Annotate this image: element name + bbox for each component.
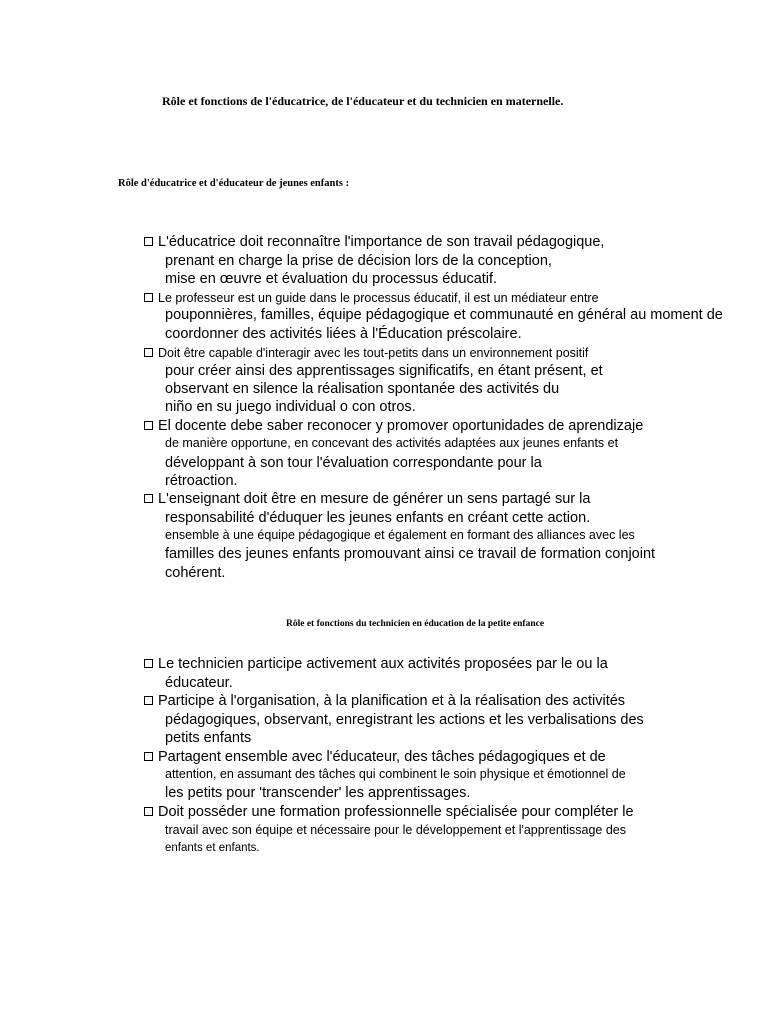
list-item: Partagent ensemble avec l'éducateur, des tâches pédagogiques et de [144,750,606,765]
list-item: Doit être capable d'interagir avec les tout-petits dans un environnement positif [144,347,588,360]
list-item-continuation: pouponnières, familles, équipe pédagogique et communauté en général au moment de [165,307,723,323]
checkbox-bullet-icon [144,659,153,668]
checkbox-bullet-icon [144,807,153,816]
list-item: Le technicien participe activement aux activités proposées par le ou la [144,657,608,672]
list-item: El docente debe saber reconocer y promover oportunidades de aprendizaje [144,419,643,434]
list-item-continuation: responsabilité d'éduquer les jeunes enfants en créant cette action. [165,510,591,526]
list-item-continuation: enfants et enfants. [165,842,260,854]
list-item-continuation: rétroaction. [165,473,238,489]
checkbox-bullet-icon [144,752,153,761]
list-item-continuation: petits enfants [165,730,252,746]
list-item-continuation: attention, en assumant des tâches qui combinent le soin physique et émotionnel de [165,767,626,781]
checkbox-bullet-icon [144,421,153,430]
section-title-technician: Rôle et fonctions du technicien en éducation de la petite enfance [286,619,545,629]
list-item-continuation: développant à son tour l'évaluation correspondante pour la [165,455,542,471]
list-item-continuation: pour créer ainsi des apprentissages significatifs, en étant présent, et [165,363,603,379]
list-item-continuation: éducateur. [165,675,233,691]
list-item-continuation: les petits pour 'transcender' les apprentissages. [165,785,471,801]
list-item-continuation: coordonner des activités liées à l'Éducation préscolaire. [165,326,522,342]
checkbox-bullet-icon [144,237,153,246]
list-item-continuation: ensemble à une équipe pédagogique et également en formant des alliances avec les [165,528,635,542]
list-item: Doit posséder une formation professionnelle spécialisée pour compléter le [144,805,634,820]
section-title-educator: Rôle d'éducatrice et d'éducateur de jeunes enfants : [118,178,350,189]
list-item: Le professeur est un guide dans le processus éducatif, il est un médiateur entre [144,292,599,305]
checkbox-bullet-icon [144,696,153,705]
list-item-continuation: prenant en charge la prise de décision lors de la conception, [165,253,552,269]
checkbox-bullet-icon [144,348,153,357]
list-item-continuation: niño en su juego individual o con otros. [165,399,416,415]
list-item-continuation: pédagogiques, observant, enregistrant les actions et les verbalisations des [165,712,644,728]
list-item-continuation: familles des jeunes enfants promouvant ainsi ce travail de formation conjoint [165,546,656,562]
list-item-continuation: cohérent. [165,565,226,581]
document-title: Rôle et fonctions de l'éducatrice, de l'éducateur et du technicien en maternelle. [162,94,564,108]
list-item: L'éducatrice doit reconnaître l'importance de son travail pédagogique, [144,235,604,250]
checkbox-bullet-icon [144,293,153,302]
list-item-continuation: travail avec son équipe et nécessaire pour le développement et l'apprentissage des [165,823,627,837]
checkbox-bullet-icon [144,494,153,503]
list-item-continuation: mise en œuvre et évaluation du processus éducatif. [165,271,498,287]
list-item-continuation: de manière opportune, en concevant des activités adaptées aux jeunes enfants et [165,436,619,450]
list-item: Participe à l'organisation, à la planification et à la réalisation des activités [144,694,625,709]
list-item: L'enseignant doit être en mesure de générer un sens partagé sur la [144,492,590,507]
list-item-continuation: observant en silence la réalisation spontanée des activités du [165,381,560,397]
